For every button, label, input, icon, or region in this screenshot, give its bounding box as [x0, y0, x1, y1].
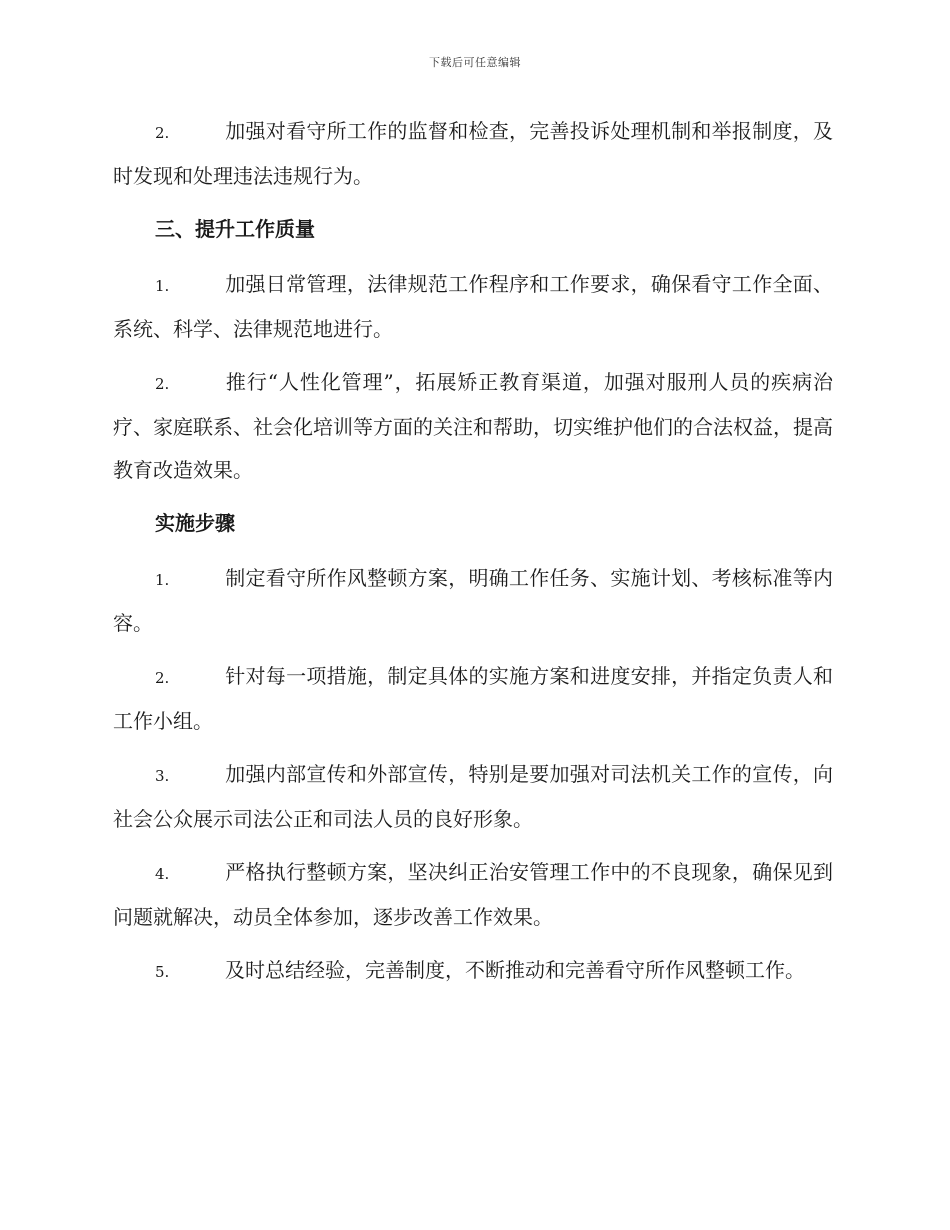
item-text: 加强内部宣传和外部宣传，特别是要加强对司法机关工作的宣传，向社会公众展示司法公正和司法人员的良好形象。: [113, 762, 833, 831]
item-text: 及时总结经验，完善制度，不断推动和完善看守所作风整顿工作。: [225, 958, 805, 982]
item-text: 严格执行整顿方案，坚决纠正治安管理工作中的不良现象，确保见到问题就解决，动员全体参加，逐步改善工作效果。: [113, 860, 833, 929]
item-text: 加强日常管理，法律规范工作程序和工作要求，确保看守工作全面、系统、科学、法律规范地进行。: [113, 272, 833, 341]
list-item: [113, 753, 833, 841]
item-text: 加强对看守所工作的监督和检查，完善投诉处理机制和举报制度，及时发现和处理违法违规行为。: [113, 119, 833, 188]
item-number: 1.: [155, 277, 170, 295]
item-number: 2.: [155, 669, 170, 687]
page-header: 下载后可任意编辑: [429, 56, 521, 69]
list-item: [113, 851, 833, 939]
list-item: [113, 361, 833, 492]
item-text: 推行“人性化管理”，拓展矫正教育渠道，加强对服刑人员的疾病治疗、家庭联系、社会化培训等方面的关注和帮助，切实维护他们的合法权益，提高教育改造效果。: [113, 370, 833, 482]
item-text: 针对每一项措施，制定具体的实施方案和进度安排，并指定负责人和工作小组。: [113, 664, 833, 733]
list-item: [113, 557, 833, 645]
item-number: 1.: [155, 571, 170, 589]
list-item: [113, 110, 833, 198]
list-item: [113, 263, 833, 351]
section-heading: 实施步骤: [155, 511, 235, 535]
item-number: 4.: [155, 865, 170, 883]
item-number: 3.: [155, 767, 170, 785]
document-body: [113, 110, 833, 1004]
item-text: 制定看守所作风整顿方案，明确工作任务、实施计划、考核标准等内容。: [113, 566, 833, 635]
item-number: 2.: [155, 375, 170, 393]
section-heading: 三、提升工作质量: [155, 217, 315, 241]
item-number: 2.: [155, 124, 170, 142]
list-item: [113, 655, 833, 743]
item-number: 5.: [155, 963, 170, 981]
list-item: [113, 949, 833, 994]
